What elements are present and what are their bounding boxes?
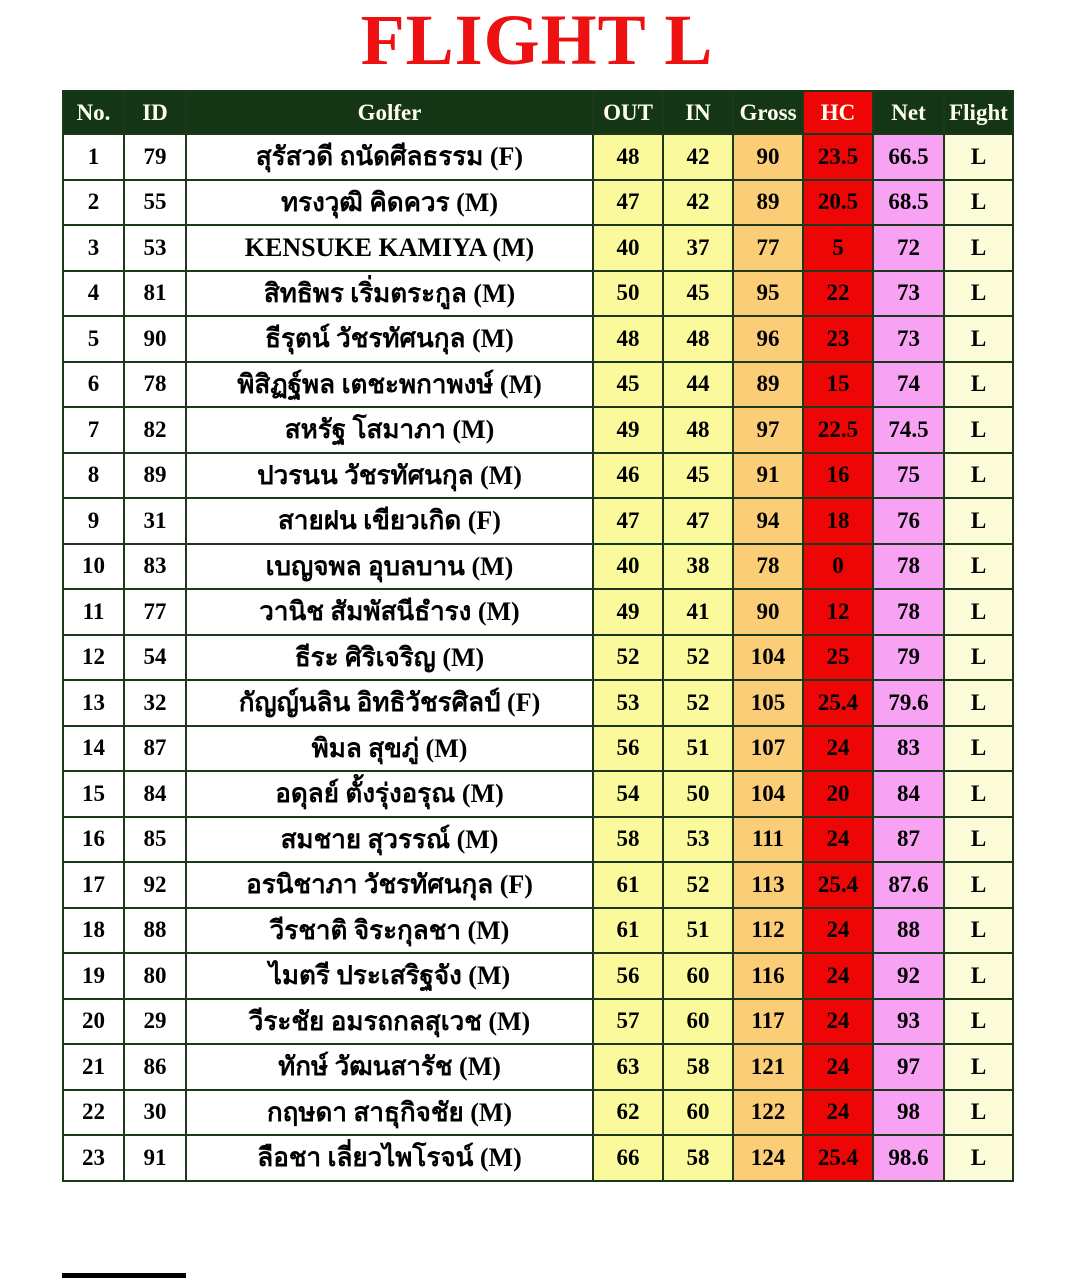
- cell-id: 85: [124, 817, 186, 863]
- cell-gross: 122: [733, 1090, 803, 1136]
- cell-net: 79: [873, 635, 944, 681]
- table-row: [63, 225, 1013, 271]
- cell-flight: L: [944, 999, 1013, 1045]
- cell-id: 54: [124, 635, 186, 681]
- cell-id: 86: [124, 1044, 186, 1090]
- cell-id: 91: [124, 1135, 186, 1181]
- table-row: [63, 1090, 1013, 1136]
- cell-gross: 91: [733, 453, 803, 499]
- cell-id: 55: [124, 180, 186, 226]
- cell-net: 78: [873, 589, 944, 635]
- cell-out: 49: [593, 407, 663, 453]
- header-no: No.: [63, 91, 124, 134]
- cell-no: 12: [63, 635, 124, 681]
- cell-id: 82: [124, 407, 186, 453]
- cell-gross: 116: [733, 953, 803, 999]
- results-table: [62, 90, 1014, 1182]
- cell-hc: 24: [803, 726, 873, 772]
- cell-no: 7: [63, 407, 124, 453]
- cell-gross: 95: [733, 271, 803, 317]
- cell-golfer: พิมล สุขภู่ (M): [186, 726, 593, 772]
- cell-hc: 24: [803, 817, 873, 863]
- cell-net: 68.5: [873, 180, 944, 226]
- table-row: [63, 407, 1013, 453]
- cell-out: 61: [593, 862, 663, 908]
- cell-hc: 24: [803, 1044, 873, 1090]
- cell-out: 54: [593, 771, 663, 817]
- cell-out: 52: [593, 635, 663, 681]
- cell-id: 30: [124, 1090, 186, 1136]
- table-row: [63, 134, 1013, 180]
- cell-gross: 104: [733, 771, 803, 817]
- table-row: [63, 271, 1013, 317]
- table-row: [63, 999, 1013, 1045]
- cell-id: 53: [124, 225, 186, 271]
- table-row: [63, 862, 1013, 908]
- cell-no: 2: [63, 180, 124, 226]
- cell-out: 48: [593, 134, 663, 180]
- header-row: [63, 91, 1013, 134]
- cell-net: 87: [873, 817, 944, 863]
- cell-gross: 78: [733, 544, 803, 590]
- cell-flight: L: [944, 316, 1013, 362]
- cell-flight: L: [944, 134, 1013, 180]
- cell-net: 97: [873, 1044, 944, 1090]
- cell-flight: L: [944, 589, 1013, 635]
- cell-net: 98.6: [873, 1135, 944, 1181]
- cell-net: 75: [873, 453, 944, 499]
- cell-net: 98: [873, 1090, 944, 1136]
- cell-in: 51: [663, 908, 733, 954]
- cell-in: 60: [663, 953, 733, 999]
- cell-out: 50: [593, 271, 663, 317]
- page-title: FLIGHT L: [360, 0, 714, 80]
- cell-golfer: อดุลย์ ตั้งรุ่งอรุณ (M): [186, 771, 593, 817]
- cell-in: 48: [663, 407, 733, 453]
- cell-out: 40: [593, 544, 663, 590]
- table-row: [63, 498, 1013, 544]
- table-row: [63, 1044, 1013, 1090]
- cell-golfer: กฤษดา สาธุกิจชัย (M): [186, 1090, 593, 1136]
- cell-flight: L: [944, 908, 1013, 954]
- cell-no: 1: [63, 134, 124, 180]
- cell-no: 20: [63, 999, 124, 1045]
- cell-in: 42: [663, 134, 733, 180]
- cell-flight: L: [944, 635, 1013, 681]
- cell-golfer: วีระชัย อมรถกลสุเวช (M): [186, 999, 593, 1045]
- cell-no: 5: [63, 316, 124, 362]
- cell-hc: 5: [803, 225, 873, 271]
- cell-flight: L: [944, 680, 1013, 726]
- cell-golfer: สหรัฐ โสมาภา (M): [186, 407, 593, 453]
- cell-net: 73: [873, 271, 944, 317]
- cell-net: 88: [873, 908, 944, 954]
- cell-no: 13: [63, 680, 124, 726]
- table-row: [63, 180, 1013, 226]
- cell-net: 83: [873, 726, 944, 772]
- cell-hc: 12: [803, 589, 873, 635]
- cell-net: 74.5: [873, 407, 944, 453]
- cell-gross: 104: [733, 635, 803, 681]
- cell-gross: 111: [733, 817, 803, 863]
- cell-gross: 94: [733, 498, 803, 544]
- table-row: [63, 817, 1013, 863]
- cell-hc: 22.5: [803, 407, 873, 453]
- table-row: [63, 589, 1013, 635]
- table-row: [63, 726, 1013, 772]
- cell-hc: 24: [803, 908, 873, 954]
- cell-out: 56: [593, 726, 663, 772]
- cell-golfer: เบญจพล อุบลบาน (M): [186, 544, 593, 590]
- cell-no: 14: [63, 726, 124, 772]
- table-row: [63, 680, 1013, 726]
- cell-net: 66.5: [873, 134, 944, 180]
- cell-flight: L: [944, 1090, 1013, 1136]
- cell-id: 84: [124, 771, 186, 817]
- cell-out: 61: [593, 908, 663, 954]
- cell-in: 42: [663, 180, 733, 226]
- cell-hc: 22: [803, 271, 873, 317]
- cell-id: 29: [124, 999, 186, 1045]
- cell-net: 87.6: [873, 862, 944, 908]
- cell-out: 45: [593, 362, 663, 408]
- table-row: [63, 544, 1013, 590]
- cell-in: 52: [663, 680, 733, 726]
- cell-out: 66: [593, 1135, 663, 1181]
- cell-no: 18: [63, 908, 124, 954]
- cell-hc: 25.4: [803, 680, 873, 726]
- cell-in: 58: [663, 1135, 733, 1181]
- cell-flight: L: [944, 180, 1013, 226]
- cell-golfer: KENSUKE KAMIYA (M): [186, 225, 593, 271]
- header-flight: Flight: [944, 91, 1013, 134]
- cell-in: 45: [663, 271, 733, 317]
- cell-golfer: ธีรุตน์ วัชรทัศนกุล (M): [186, 316, 593, 362]
- cell-golfer: ปวรนน วัชรทัศนกุล (M): [186, 453, 593, 499]
- cell-id: 88: [124, 908, 186, 954]
- cell-no: 16: [63, 817, 124, 863]
- cell-gross: 105: [733, 680, 803, 726]
- cell-golfer: สิทธิพร เริ่มตระกูล (M): [186, 271, 593, 317]
- cell-no: 6: [63, 362, 124, 408]
- cell-in: 58: [663, 1044, 733, 1090]
- cell-golfer: ธีระ ศิริเจริญ (M): [186, 635, 593, 681]
- cell-out: 56: [593, 953, 663, 999]
- cell-gross: 89: [733, 362, 803, 408]
- cell-id: 80: [124, 953, 186, 999]
- next-table-top-edge: [62, 1273, 186, 1278]
- cell-hc: 25: [803, 635, 873, 681]
- cell-golfer: ทรงวุฒิ คิดควร (M): [186, 180, 593, 226]
- cell-net: 74: [873, 362, 944, 408]
- cell-golfer: วีรชาติ จิระกุลชา (M): [186, 908, 593, 954]
- cell-id: 78: [124, 362, 186, 408]
- cell-gross: 112: [733, 908, 803, 954]
- cell-id: 32: [124, 680, 186, 726]
- cell-no: 10: [63, 544, 124, 590]
- cell-out: 57: [593, 999, 663, 1045]
- cell-id: 87: [124, 726, 186, 772]
- cell-golfer: กัญญ์นลิน อิทธิวัชรศิลป์ (F): [186, 680, 593, 726]
- cell-flight: L: [944, 362, 1013, 408]
- cell-no: 3: [63, 225, 124, 271]
- cell-hc: 24: [803, 1090, 873, 1136]
- cell-in: 44: [663, 362, 733, 408]
- cell-out: 48: [593, 316, 663, 362]
- cell-no: 4: [63, 271, 124, 317]
- cell-hc: 16: [803, 453, 873, 499]
- cell-in: 52: [663, 635, 733, 681]
- cell-gross: 107: [733, 726, 803, 772]
- cell-out: 53: [593, 680, 663, 726]
- cell-no: 23: [63, 1135, 124, 1181]
- table-row: [63, 953, 1013, 999]
- cell-flight: L: [944, 271, 1013, 317]
- cell-hc: 23: [803, 316, 873, 362]
- cell-flight: L: [944, 817, 1013, 863]
- cell-flight: L: [944, 1135, 1013, 1181]
- cell-hc: 24: [803, 999, 873, 1045]
- cell-gross: 124: [733, 1135, 803, 1181]
- table-row: [63, 771, 1013, 817]
- table-row: [63, 453, 1013, 499]
- cell-golfer: พิสิฏฐ์พล เตชะพกาพงษ์ (M): [186, 362, 593, 408]
- cell-flight: L: [944, 453, 1013, 499]
- cell-in: 38: [663, 544, 733, 590]
- cell-golfer: อรนิชาภา วัชรทัศนกุล (F): [186, 862, 593, 908]
- cell-net: 79.6: [873, 680, 944, 726]
- header-id: ID: [124, 91, 186, 134]
- cell-in: 50: [663, 771, 733, 817]
- cell-no: 17: [63, 862, 124, 908]
- cell-flight: L: [944, 407, 1013, 453]
- cell-in: 45: [663, 453, 733, 499]
- cell-flight: L: [944, 1044, 1013, 1090]
- cell-hc: 18: [803, 498, 873, 544]
- cell-net: 76: [873, 498, 944, 544]
- cell-net: 73: [873, 316, 944, 362]
- cell-hc: 20.5: [803, 180, 873, 226]
- cell-in: 37: [663, 225, 733, 271]
- table-row: [63, 362, 1013, 408]
- cell-gross: 90: [733, 589, 803, 635]
- table-row: [63, 908, 1013, 954]
- cell-no: 21: [63, 1044, 124, 1090]
- cell-flight: L: [944, 862, 1013, 908]
- cell-flight: L: [944, 726, 1013, 772]
- cell-out: 62: [593, 1090, 663, 1136]
- header-gross: Gross: [733, 91, 803, 134]
- cell-in: 51: [663, 726, 733, 772]
- header-out: OUT: [593, 91, 663, 134]
- cell-id: 79: [124, 134, 186, 180]
- cell-gross: 89: [733, 180, 803, 226]
- header-in: IN: [663, 91, 733, 134]
- cell-id: 89: [124, 453, 186, 499]
- cell-no: 19: [63, 953, 124, 999]
- cell-id: 77: [124, 589, 186, 635]
- cell-in: 60: [663, 1090, 733, 1136]
- cell-in: 47: [663, 498, 733, 544]
- cell-no: 11: [63, 589, 124, 635]
- cell-no: 9: [63, 498, 124, 544]
- cell-id: 83: [124, 544, 186, 590]
- cell-gross: 90: [733, 134, 803, 180]
- cell-out: 47: [593, 180, 663, 226]
- cell-golfer: สายฝน เขียวเกิด (F): [186, 498, 593, 544]
- cell-out: 47: [593, 498, 663, 544]
- cell-no: 15: [63, 771, 124, 817]
- cell-net: 93: [873, 999, 944, 1045]
- cell-gross: 113: [733, 862, 803, 908]
- cell-hc: 24: [803, 953, 873, 999]
- cell-gross: 96: [733, 316, 803, 362]
- cell-flight: L: [944, 771, 1013, 817]
- cell-id: 81: [124, 271, 186, 317]
- cell-gross: 77: [733, 225, 803, 271]
- cell-hc: 25.4: [803, 862, 873, 908]
- table-row: [63, 1135, 1013, 1181]
- cell-hc: 23.5: [803, 134, 873, 180]
- cell-in: 53: [663, 817, 733, 863]
- cell-out: 46: [593, 453, 663, 499]
- table-row: [63, 316, 1013, 362]
- cell-golfer: ทักษ์ วัฒนสารัช (M): [186, 1044, 593, 1090]
- cell-net: 84: [873, 771, 944, 817]
- cell-no: 8: [63, 453, 124, 499]
- cell-golfer: วานิช สัมพัสนีธำรง (M): [186, 589, 593, 635]
- cell-id: 90: [124, 316, 186, 362]
- cell-golfer: ไมตรี ประเสริฐจัง (M): [186, 953, 593, 999]
- cell-in: 52: [663, 862, 733, 908]
- cell-hc: 15: [803, 362, 873, 408]
- cell-in: 60: [663, 999, 733, 1045]
- cell-hc: 25.4: [803, 1135, 873, 1181]
- cell-out: 49: [593, 589, 663, 635]
- cell-flight: L: [944, 498, 1013, 544]
- cell-gross: 121: [733, 1044, 803, 1090]
- cell-no: 22: [63, 1090, 124, 1136]
- cell-hc: 20: [803, 771, 873, 817]
- cell-out: 58: [593, 817, 663, 863]
- cell-net: 72: [873, 225, 944, 271]
- header-net: Net: [873, 91, 944, 134]
- cell-in: 48: [663, 316, 733, 362]
- cell-id: 92: [124, 862, 186, 908]
- cell-gross: 97: [733, 407, 803, 453]
- cell-in: 41: [663, 589, 733, 635]
- cell-flight: L: [944, 953, 1013, 999]
- cell-golfer: ลือชา เลี่ยวไพโรจน์ (M): [186, 1135, 593, 1181]
- cell-net: 78: [873, 544, 944, 590]
- cell-out: 40: [593, 225, 663, 271]
- cell-golfer: สุรัสวดี ถนัดศีลธรรม (F): [186, 134, 593, 180]
- cell-net: 92: [873, 953, 944, 999]
- cell-flight: L: [944, 225, 1013, 271]
- table-row: [63, 635, 1013, 681]
- header-golfer: Golfer: [186, 91, 593, 134]
- cell-out: 63: [593, 1044, 663, 1090]
- cell-gross: 117: [733, 999, 803, 1045]
- header-hc: HC: [803, 91, 873, 134]
- cell-hc: 0: [803, 544, 873, 590]
- cell-flight: L: [944, 544, 1013, 590]
- cell-id: 31: [124, 498, 186, 544]
- cell-golfer: สมชาย สุวรรณ์ (M): [186, 817, 593, 863]
